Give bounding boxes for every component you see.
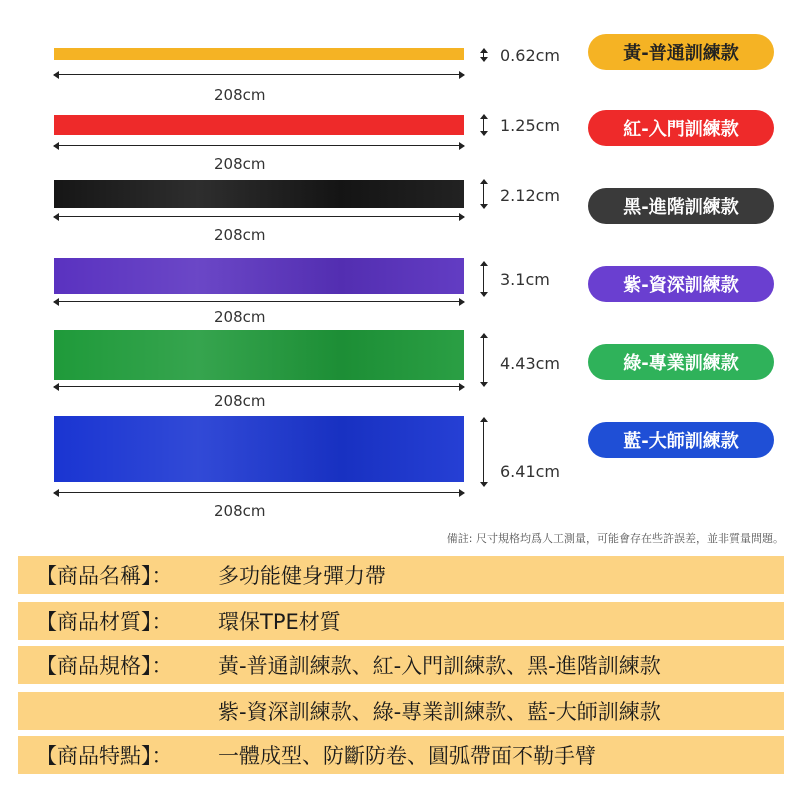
- info-key: 【商品規格】：: [36, 654, 173, 678]
- yellow-band: [54, 48, 464, 60]
- width-label: 0.62cm: [500, 46, 561, 65]
- length-label: 208cm: [214, 155, 266, 173]
- info-row-material: [18, 602, 784, 640]
- info-row-spec-continued: [18, 692, 784, 730]
- green-band: [54, 330, 464, 380]
- width-arrow: [483, 262, 484, 296]
- width-arrow: [483, 334, 484, 386]
- width-label: 2.12cm: [500, 186, 561, 205]
- width-arrow: [483, 49, 484, 61]
- info-key: 【商品名稱】：: [36, 564, 173, 588]
- info-row-name: [18, 556, 784, 594]
- tier-badge-blue: 藍-大師訓練款: [588, 422, 774, 458]
- length-arrow: [54, 386, 464, 387]
- length-label: 208cm: [214, 86, 266, 104]
- width-arrow: [483, 180, 484, 208]
- width-arrow: [483, 115, 484, 135]
- info-row-feature: [18, 736, 784, 774]
- info-key: 【商品特點】：: [36, 744, 173, 768]
- width-label: 3.1cm: [500, 270, 550, 289]
- width-label: 4.43cm: [500, 354, 561, 373]
- info-value: 紫-資深訓練款、綠-專業訓練款、藍-大師訓練款: [218, 700, 661, 724]
- width-label: 6.41cm: [500, 462, 561, 481]
- tier-badge-black: 黑-進階訓練款: [588, 188, 774, 224]
- tier-badge-purple: 紫-資深訓練款: [588, 266, 774, 302]
- length-arrow: [54, 492, 464, 493]
- red-band: [54, 115, 464, 135]
- measurement-note: 備註: 尺寸規格均爲人工測量，可能會存在些許誤差，並非質量問題。: [446, 532, 784, 545]
- purple-band: [54, 258, 464, 294]
- info-row-spec: [18, 646, 784, 684]
- width-arrow: [483, 418, 484, 486]
- info-value: 黃-普通訓練款、紅-入門訓練款、黑-進階訓練款: [218, 654, 661, 678]
- width-label: 1.25cm: [500, 116, 561, 135]
- black-band: [54, 180, 464, 208]
- tier-badge-green: 綠-專業訓練款: [588, 344, 774, 380]
- info-value: 一體成型、防斷防卷、圓弧帶面不勒手臂: [218, 744, 596, 768]
- length-label: 208cm: [214, 392, 266, 410]
- tier-badge-red: 紅-入門訓練款: [588, 110, 774, 146]
- length-label: 208cm: [214, 226, 266, 244]
- length-arrow: [54, 216, 464, 217]
- blue-band: [54, 416, 464, 482]
- length-arrow: [54, 145, 464, 146]
- length-arrow: [54, 301, 464, 302]
- length-label: 208cm: [214, 308, 266, 326]
- length-label: 208cm: [214, 502, 266, 520]
- tier-badge-yellow: 黃-普通訓練款: [588, 34, 774, 70]
- info-key: 【商品材質】：: [36, 610, 173, 634]
- length-arrow: [54, 74, 464, 75]
- info-value: 環保TPE材質: [218, 610, 341, 634]
- info-value: 多功能健身彈力帶: [218, 564, 386, 588]
